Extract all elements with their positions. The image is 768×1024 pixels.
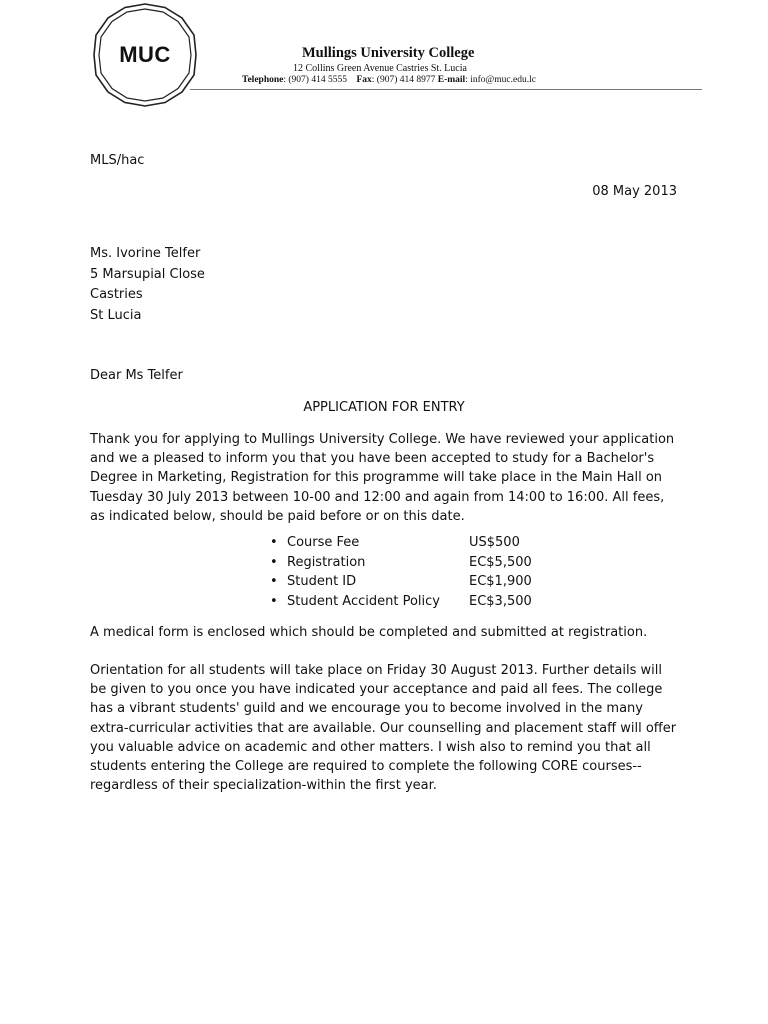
fee-label: Course Fee xyxy=(287,535,360,550)
telephone-number: : (907) 414 5555 xyxy=(283,75,347,85)
paragraph-medical-form: A medical form is enclosed which should be completed and submitted at registration. xyxy=(90,625,648,640)
college-address: 12 Collins Green Avenue Castries St. Lucia xyxy=(293,63,467,74)
recipient-street: 5 Marsupial Close xyxy=(90,266,205,282)
college-seal-logo xyxy=(90,2,200,108)
logo-text: MUC xyxy=(119,42,171,67)
letter-subject: APPLICATION FOR ENTRY xyxy=(303,400,465,415)
fee-label: Registration xyxy=(287,554,366,570)
fee-amount: EC$3,500 xyxy=(469,594,532,610)
paragraph-orientation: Orientation for all students will take place on Friday 30 August 2013. Further details will be given to you once you have indicated your acceptance and paid all fees. The college has a vibrant students' guild and we encourage you to become involved in the many extra-curricular activities that are available. Our counselling and placement staff will offer you valuable advice on academic and other matters. I wish also to remind you that all students entering the College are required to complete the following CORE courses--regardless of their specialization-within the first year. xyxy=(90,663,677,794)
college-name: Mullings University College xyxy=(302,45,475,61)
college-contact-line xyxy=(242,75,536,85)
paragraph-acceptance: Thank you for applying to Mullings University College. We have reviewed your application and we a pleased to inform you that you have been accepted to study for a Bachelor's Degree in Marketing, Registration for this programme will take place in the Main Hall on Tuesday 30 July 2013 between 10-00 and 12:00 and again from 14:00 to 16:00. All fees, as indicated below, should be paid before or on this date. xyxy=(90,432,675,524)
recipient-name: Ms. Ivorine Telfer xyxy=(90,246,201,261)
fee-item xyxy=(262,555,542,575)
bullet-icon: • xyxy=(270,554,278,570)
email-address: : info@muc.edu.lc xyxy=(465,75,536,85)
fax-number: : (907) 414 8977 xyxy=(371,75,436,85)
fee-label: Student ID xyxy=(287,574,357,590)
email-label: E-mail xyxy=(437,75,466,85)
fax-label: Fax xyxy=(356,75,372,85)
fee-list xyxy=(262,535,542,614)
telephone-label: Telephone xyxy=(242,75,284,85)
bullet-icon: • xyxy=(270,594,278,610)
fee-label: Student Accident Policy xyxy=(287,594,440,610)
recipient-address xyxy=(90,244,205,326)
recipient-city: Castries xyxy=(90,287,143,302)
fee-amount: EC$1,900 xyxy=(469,574,532,590)
fee-item xyxy=(262,574,542,594)
bullet-icon: • xyxy=(270,574,278,590)
reference-code: MLS/hac xyxy=(90,153,145,168)
fee-amount: US$500 xyxy=(469,535,520,550)
fee-item xyxy=(262,594,542,614)
letterhead xyxy=(190,44,702,90)
salutation: Dear Ms Telfer xyxy=(90,368,183,383)
fee-item xyxy=(262,535,542,555)
letter-date: 08 May 2013 xyxy=(592,184,677,199)
bullet-icon: • xyxy=(270,535,278,550)
recipient-country: St Lucia xyxy=(90,307,142,323)
fee-amount: EC$5,500 xyxy=(469,554,532,570)
